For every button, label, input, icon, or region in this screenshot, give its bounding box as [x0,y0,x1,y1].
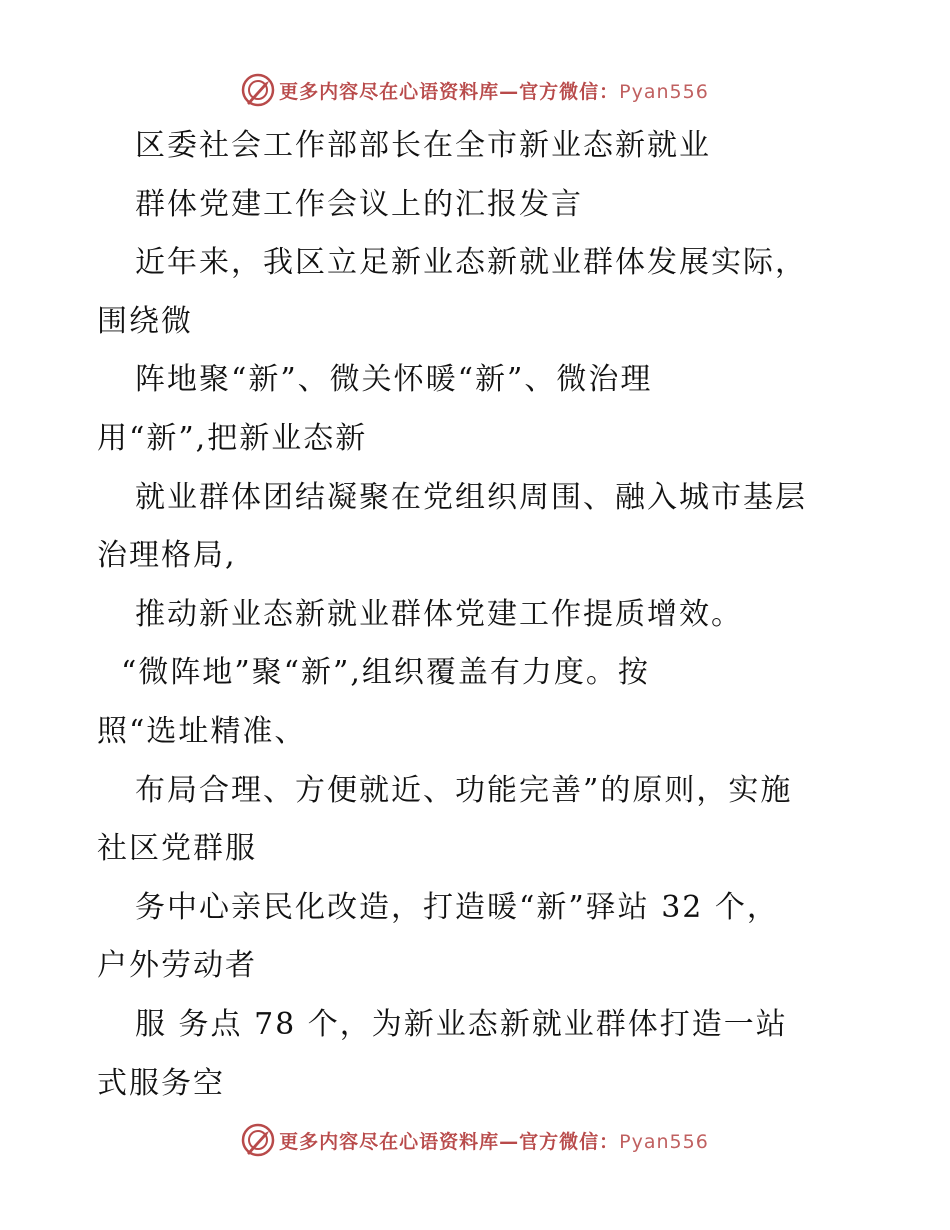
paragraph-line: 治理格局, [97,538,237,574]
pen-logo-icon [241,1123,275,1157]
paragraph-line: 务中心亲民化改造，打造暖“新”驿站 32 个， [135,889,779,925]
paragraph-line: 近年来，我区立足新业态新就业群体发展实际， [135,245,807,281]
paragraph-line: 户外劳动者 [97,948,257,984]
header-banner-text: 更多内容尽在心语资料库—官方微信：Pyan556 [279,80,709,103]
paragraph-line: 围绕微 [97,303,193,339]
header-account: Pyan556 [619,80,709,103]
paragraph-line: 照“选址精准、 [97,713,307,749]
paragraph-line: 推动新业态新就业群体党建工作提质增效。 [135,596,743,632]
paragraph-line: 阵地聚“新”、微关怀暖“新”、微治理 [135,362,653,398]
footer-account: Pyan556 [619,1130,709,1153]
paragraph-line: 布局合理、方便就近、功能完善”的原则，实施 [135,772,793,808]
paragraph-line: 服 务点 78 个，为新业态新就业群体打造一站 [135,1006,788,1042]
document-title-line-1: 区委社会工作部部长在全市新业态新就业 [135,128,711,163]
header-banner [0,70,950,110]
paragraph-line: 用“新”,把新业态新 [97,420,368,456]
footer-banner-text: 更多内容尽在心语资料库—官方微信：Pyan556 [279,1130,709,1153]
document-title-line-2: 群体党建工作会议上的汇报发言 [135,186,583,222]
paragraph-line: 式服务空 [97,1065,225,1101]
document-body [97,117,857,1113]
paragraph-line: 就业群体团结凝聚在党组织周围、融入城市基层 [135,479,807,515]
paragraph-line: 社区党群服 [97,831,257,867]
paragraph-line: “微阵地”聚“新”,组织覆盖有力度。按 [121,655,650,691]
pen-logo-icon [241,73,275,107]
footer-banner [0,1120,950,1160]
